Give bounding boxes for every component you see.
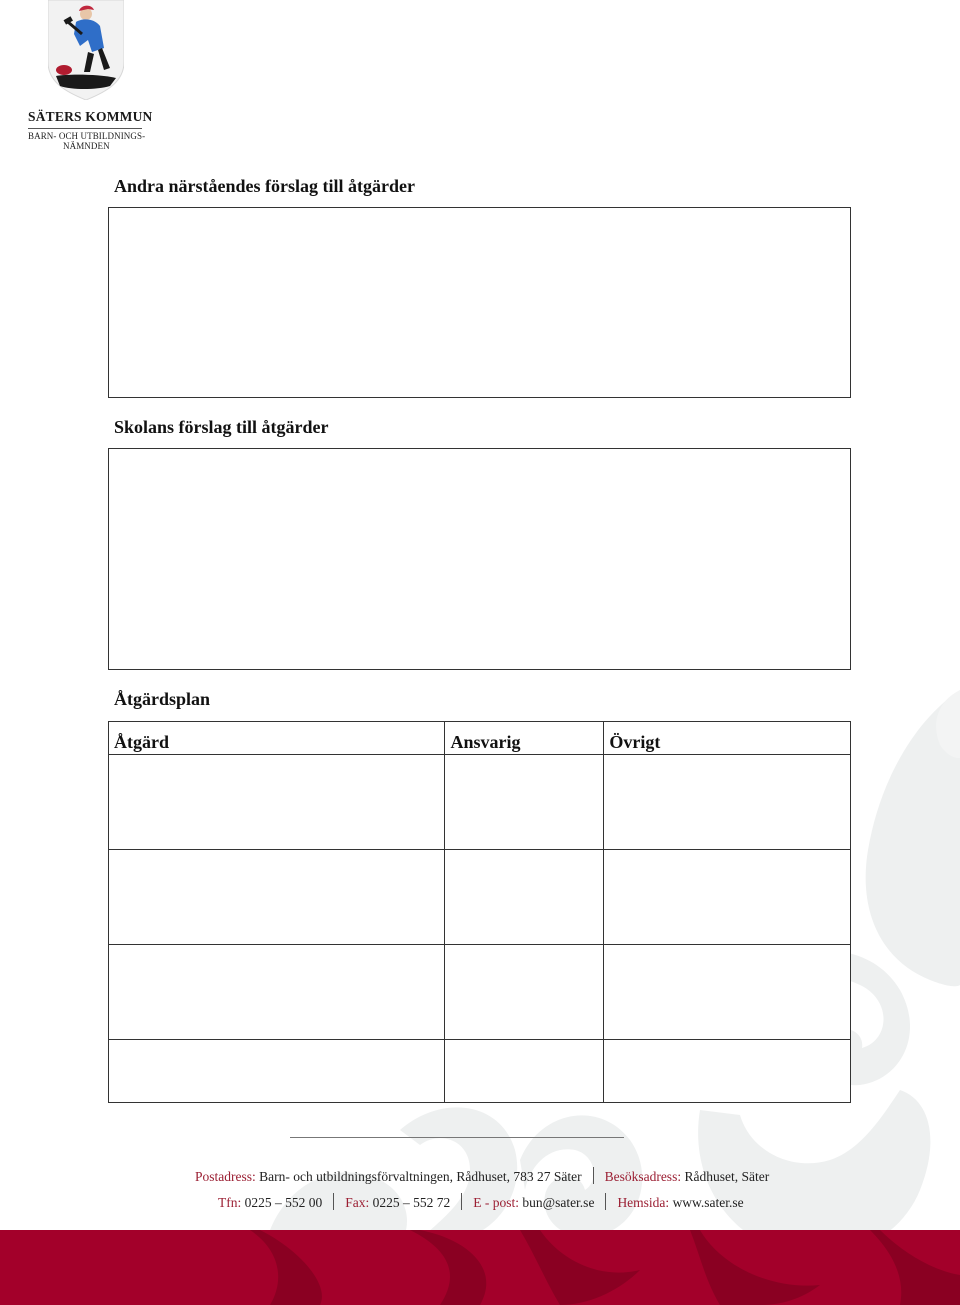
phone-value: 0225 – 552 00 — [244, 1195, 323, 1210]
coat-of-arms-icon — [48, 0, 124, 100]
website-label: Hemsida: — [617, 1195, 670, 1210]
table-header-row — [109, 722, 851, 755]
postal-value: Barn- och utbildningsförvaltningen, Rådhuset, 783 27 Säter — [259, 1169, 582, 1184]
action-cell[interactable] — [109, 850, 445, 945]
relatives-proposals-heading: Andra närståendes förslag till åtgärder — [114, 176, 415, 196]
postal-label: Postadress: — [195, 1169, 256, 1184]
school-proposals-field[interactable] — [108, 448, 851, 670]
visit-label: Besöksadress: — [604, 1169, 682, 1184]
table-row — [109, 755, 851, 850]
column-header-responsible: Ansvarig — [445, 722, 604, 755]
responsible-cell[interactable] — [445, 755, 604, 850]
email-value[interactable]: bun@sater.se — [522, 1195, 595, 1210]
column-header-action: Åtgärd — [109, 722, 445, 755]
footer-separator — [605, 1193, 606, 1210]
table-row — [109, 945, 851, 1040]
fax-label: Fax: — [345, 1195, 370, 1210]
action-plan-table — [108, 721, 851, 1103]
phone-label: Tfn: — [218, 1195, 242, 1210]
responsible-cell[interactable] — [445, 1040, 604, 1103]
other-cell[interactable] — [604, 850, 851, 945]
action-cell[interactable] — [109, 945, 445, 1040]
responsible-cell[interactable] — [445, 850, 604, 945]
footer-address-line — [195, 1167, 769, 1185]
school-proposals-heading: Skolans förslag till åtgärder — [114, 417, 329, 437]
footer-separator — [333, 1193, 334, 1210]
website-value[interactable]: www.sater.se — [672, 1195, 744, 1210]
visit-value: Rådhuset, Säter — [684, 1169, 770, 1184]
action-plan-heading: Åtgärdsplan — [114, 689, 211, 709]
other-cell[interactable] — [604, 945, 851, 1040]
responsible-cell[interactable] — [445, 945, 604, 1040]
relatives-proposals-field[interactable] — [108, 207, 851, 398]
municipality-logo — [28, 0, 153, 155]
email-label: E - post: — [473, 1195, 520, 1210]
other-cell[interactable] — [604, 755, 851, 850]
table-row — [109, 850, 851, 945]
footer-contact-line — [218, 1193, 744, 1211]
logo-subtitle-2: NÄMNDEN — [63, 141, 110, 151]
footer-separator — [461, 1193, 462, 1210]
logo-subtitle-1: BARN- OCH UTBILDNINGS- — [28, 131, 146, 141]
logo-name: SÄTERS KOMMUN — [28, 109, 153, 124]
table-row — [109, 1040, 851, 1103]
footer-separator — [593, 1167, 594, 1184]
logo-divider — [28, 128, 142, 129]
band-ornament — [0, 1230, 960, 1305]
action-cell[interactable] — [109, 1040, 445, 1103]
footer-divider — [290, 1137, 624, 1138]
other-cell[interactable] — [604, 1040, 851, 1103]
fax-value: 0225 – 552 72 — [372, 1195, 451, 1210]
column-header-other: Övrigt — [604, 722, 851, 755]
footer-color-band — [0, 1230, 960, 1305]
action-cell[interactable] — [109, 755, 445, 850]
